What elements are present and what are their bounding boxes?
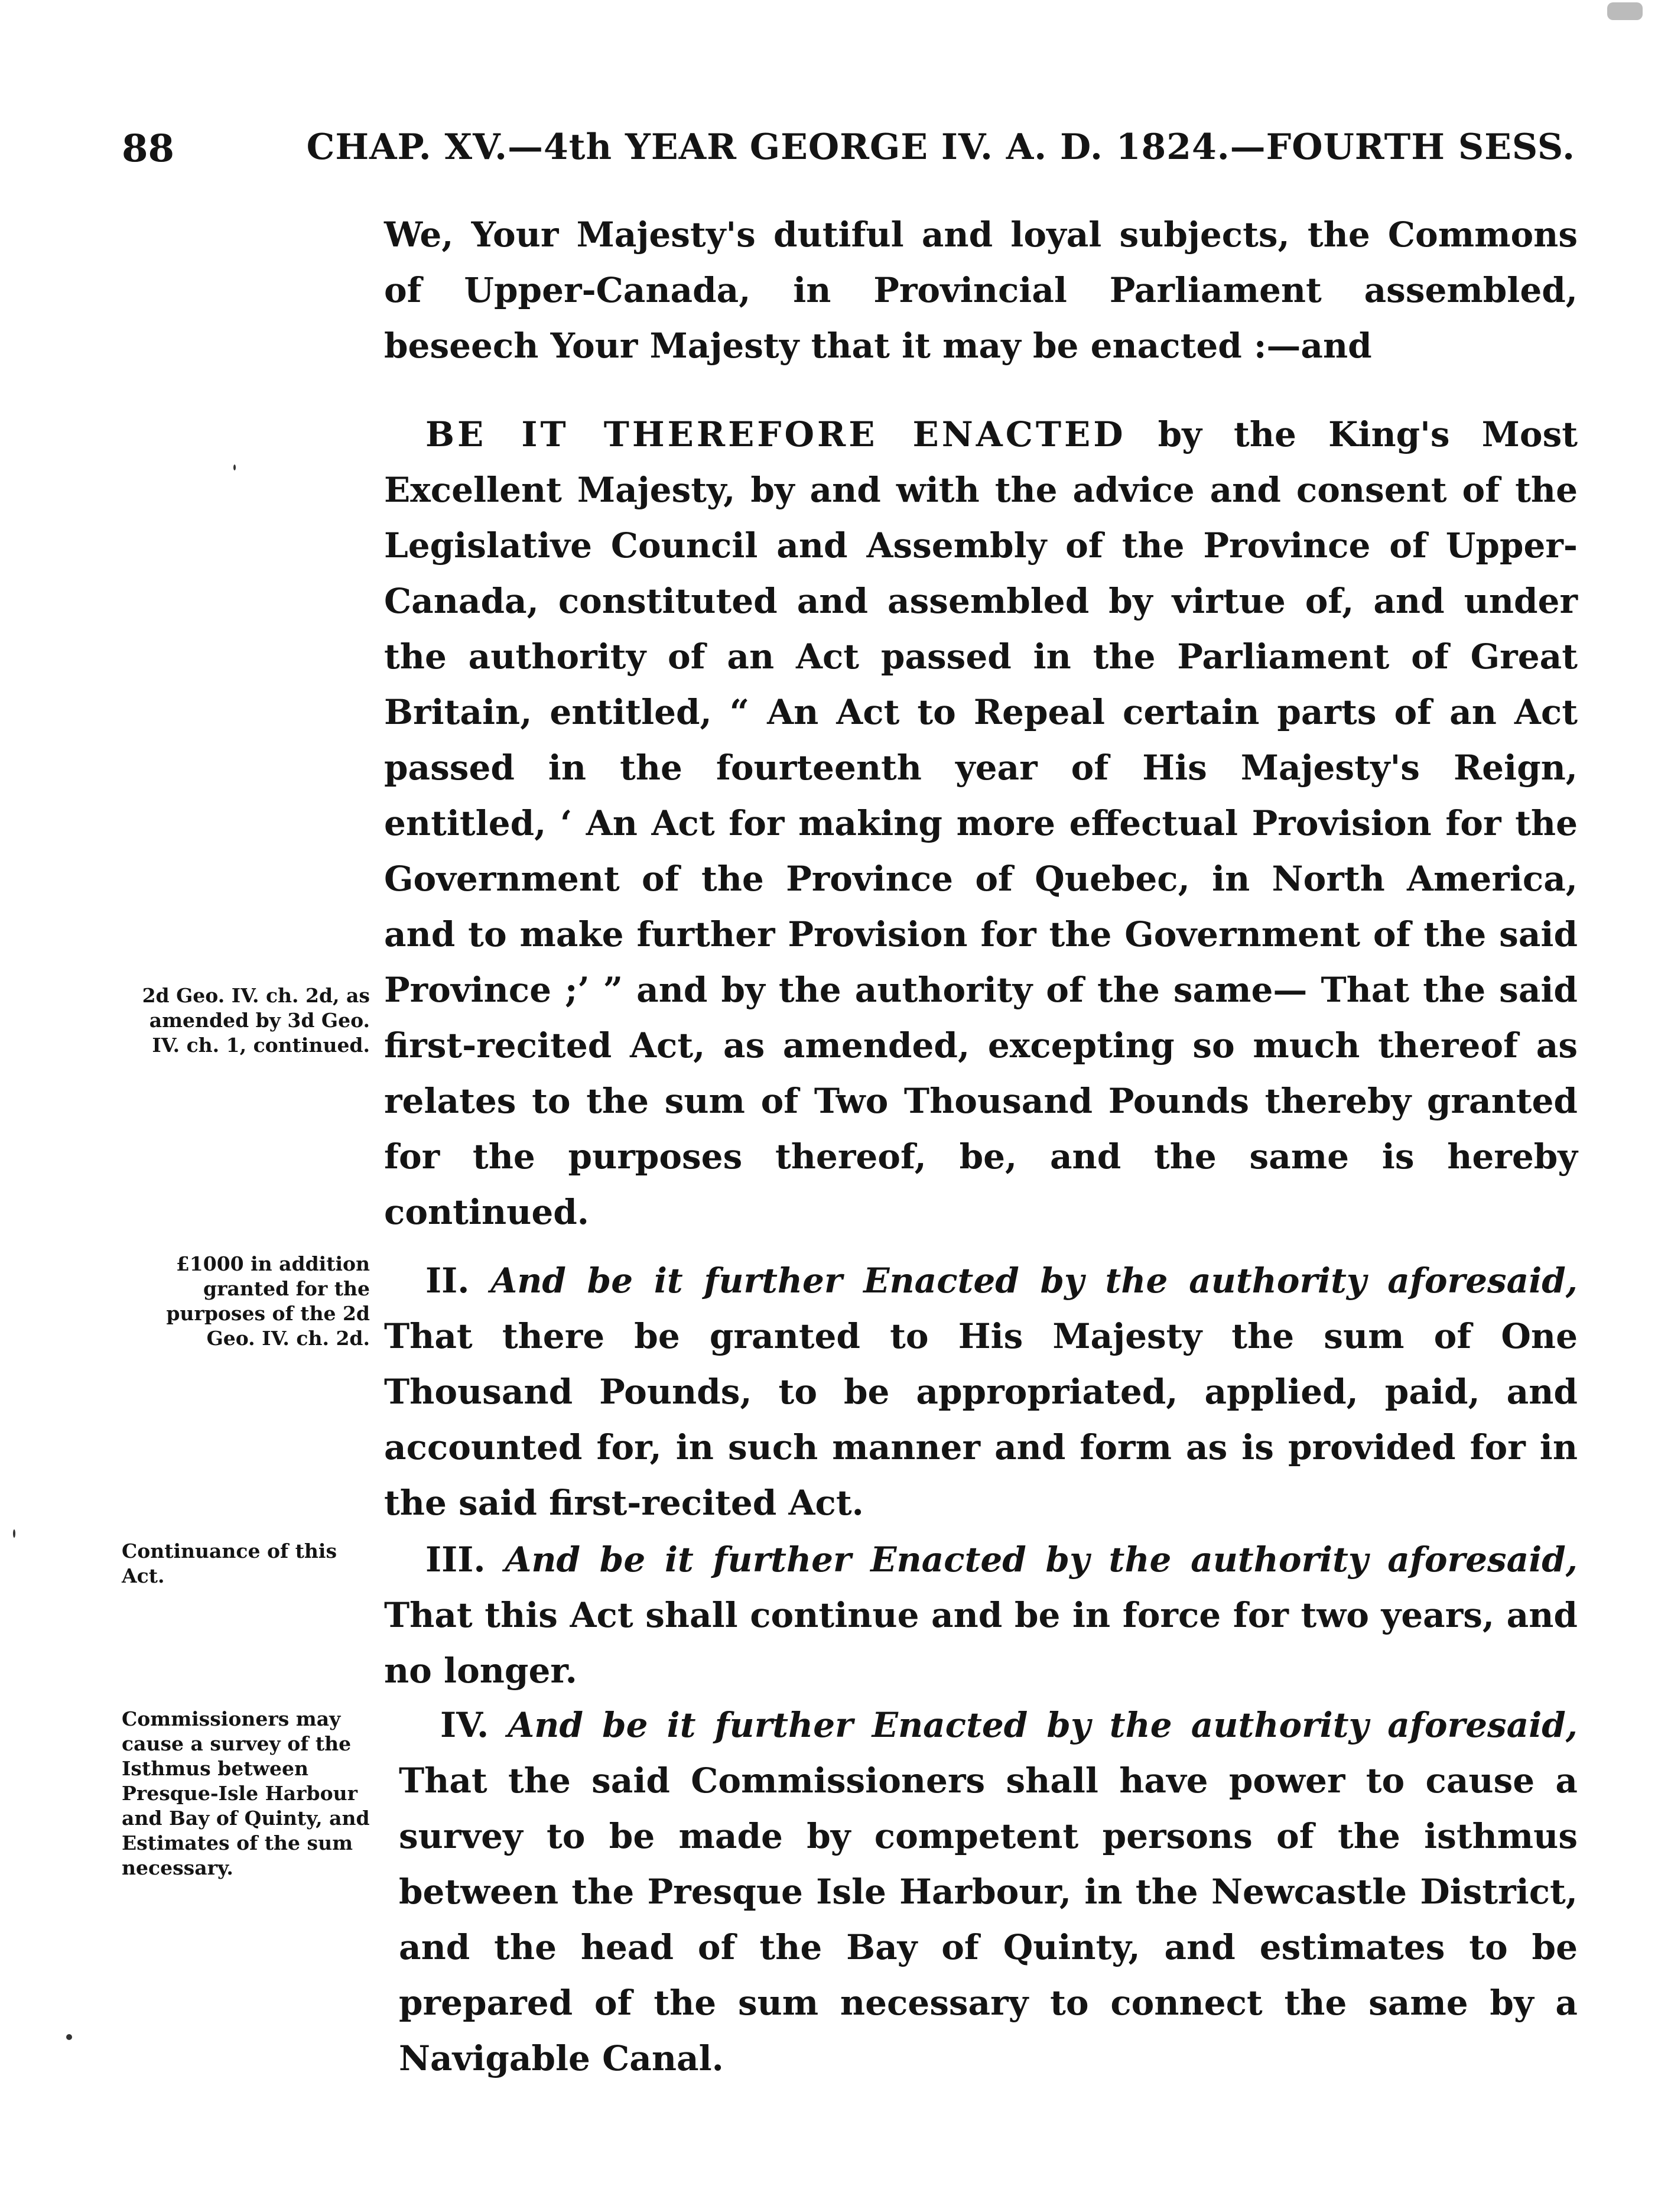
margin-note-grant: £1000 in addition granted for the purposes of the 2d Geo. IV. ch. 2d. (166, 1252, 370, 1350)
section-4 (399, 1697, 1578, 2086)
section-3-numeral: III. (425, 1539, 486, 1580)
section-2-text (384, 1253, 1578, 1531)
page-header (122, 126, 1575, 180)
section-2 (384, 1253, 1578, 1531)
enacting-clause: BE IT THEREFORE ENACTED (425, 414, 1126, 454)
scan-speck (13, 1529, 15, 1538)
section-2-body: That there be granted to His Majesty the sum of One Thousand Pounds, to be appropriated, applied, paid, and accounted for, in such manner and form as is provided for in the said first-recited Act. (384, 1316, 1578, 1523)
section-4-enacting: And be it further Enacted by the authority aforesaid, (489, 1705, 1578, 1745)
page-number: 88 (122, 126, 175, 171)
margin-note-continuance: Continuance of this Act. (122, 1539, 337, 1587)
section-3 (384, 1532, 1578, 1698)
section-3-enacting: And be it further Enacted by the authority aforesaid, (485, 1539, 1578, 1580)
scan-speck (1607, 2, 1643, 20)
section-4-body: That the said Commissioners shall have power to cause a survey to be made by competent persons of the isthmus between the Presque Isle Harbour, in the Newcastle District, and the head of the Bay of Quinty, and estimates to be prepared of the sum necessary to connect the same by a Navigable Canal. (399, 1760, 1578, 2078)
scan-speck (66, 2034, 72, 2040)
margin-note-survey: Commissioners may cause a survey of the Isthmus between Presque-Isle Harbour and Bay of Quinty, and Estimates of the sum necessary. (122, 1707, 370, 1879)
section-3-text (384, 1532, 1578, 1698)
section-2-numeral: II. (425, 1261, 470, 1301)
scan-speck (233, 465, 236, 470)
section-1 (384, 407, 1578, 1240)
section-3-body: That this Act shall continue and be in force for two years, and no longer. (384, 1595, 1578, 1691)
section-4-text (399, 1697, 1578, 2086)
preamble (384, 207, 1578, 373)
margin-note-continued: 2d Geo. IV. ch. 2d, as amended by 3d Geo. IV. ch. 1, continued. (142, 984, 370, 1057)
preamble-text: We, Your Majesty's dutiful and loyal subjects, the Commons of Upper-Canada, in Provincial Parliament assembled, beseech Your Majesty that it may be enacted :—and (384, 215, 1578, 366)
section-1-body: by the King's Most Excellent Majesty, by and with the advice and consent of the Legislative Council and Assembly of the Province of Upper-Canada, constituted and assembled by virtue of, and under the authority of an Act passed in the Parliament of Great Britain, entitled, “ An Act to Repeal certain parts of an Act passed in the fourteenth year of His Majesty's Reign, entitled, ‘ An Act for making more effectual Provision for the Government of the Province of Quebec, in North America, and to make further Provision for the Government of the said Province ;’ ” and by the authority of the same— That the said first-recited Act, as amended, excepting so much thereof as relates to the sum of Two Thousand Pounds thereby granted for the purposes thereof, be, and the same is hereby continued. (384, 414, 1578, 1232)
section-4-numeral: IV. (440, 1705, 489, 1745)
running-head: CHAP. XV.—4th YEAR GEORGE IV. A. D. 1824.—FOURTH SESS. (306, 126, 1575, 168)
section-2-enacting: And be it further Enacted by the authority aforesaid, (469, 1261, 1578, 1301)
section-1-text (384, 407, 1578, 1240)
